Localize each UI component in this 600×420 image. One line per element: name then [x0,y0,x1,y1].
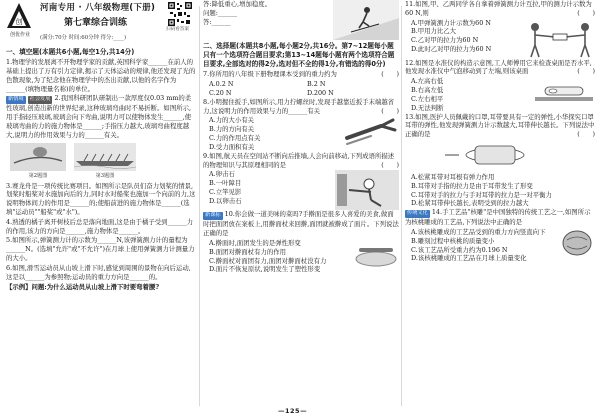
question-4: 4.熟透的橘子离开树枝后总是落向地面,这是由于橘子受到______力的作用,该力的方向是______,施力物体是______。 [6,217,194,235]
option[interactable]: C.20 N [209,88,232,97]
q6-continuation [203,0,399,40]
page-title: 河南专用 · 八年级物理(下册) [40,3,156,13]
svg-text:创: 创 [15,18,23,26]
option[interactable]: D.200 N [307,88,334,97]
figure-2 [10,143,66,181]
astronaut-image [335,170,399,210]
question-tag: 新课标 [205,212,221,219]
question-text: 2.我国科研团队研制出一款厚度仅0.03 mm的柔性玻璃,创造出新的世界纪录,这种玻璃弯曲时不易折断。如图所示,用手指轻压玻璃,玻璃会向下弯曲,说明力可以使物体发生______,使玻璃弯曲的力的施力物体是______;手指压力越大,玻璃弯曲程度越大,说明力的作用效果与力的______有关。 [6,94,192,139]
question-text: 12.如图是水准仪的构造示意图,工人师傅用它来检查桌面是否水平,他发现水准仪中气泡移动到了左端,则该桌面 [405,58,592,76]
exam-info: (满分:70分 时间:60分钟 得分:____) [40,35,127,41]
option[interactable]: C.擀面杖对面团有力,面团对擀面杖没有力 [209,256,327,265]
question-7: 7.你所用的八年级下册物理课本受到的重力约为 ( ) [203,70,399,79]
question-text: 9.如图,航天员在空间站不断向后推墙,人会向前移动,下列成语所描述的物理知识与其原理相同的是 [203,151,395,169]
option[interactable]: D.面片不恢复原状,说明发生了塑性形变 [209,265,321,274]
option[interactable]: A.力的大小有关 [209,116,254,125]
option[interactable]: D.此时乙对甲的拉力为60 N [411,45,492,54]
option[interactable]: B.一叶障目 [209,179,242,188]
question-2 [6,94,196,139]
question-14 [405,208,595,227]
option[interactable]: A.0.2 N [209,80,234,89]
option[interactable]: D.无法判断 [411,103,444,112]
question-text: 10.你会做一道美味的菜吗?手擀面是很多人喜爱的美食,做面时把面团放在案板上,用擀面杖来回擀,面团就被擀成了面片。下列说法正确的是 [203,210,399,238]
option[interactable]: B.耳带对手指的拉力是由于耳带发生了形变 [411,181,533,190]
logo-text: 创优作业 [9,32,30,38]
column-divider [199,6,200,406]
option[interactable]: C.耳带对手的拉力与手对耳带的拉力是一对平衡力 [411,190,552,199]
question-8: 8.小明握住扳手,如图所示,用力拧螺丝时,发现手越靠近扳手末端越省力,这说明力的作用效果与力的______有关 ( ) [203,97,399,115]
level-image [533,77,595,107]
q8-body [203,116,399,151]
q11-body [405,19,595,59]
wrench-image [341,116,399,150]
section-heading: 一、填空题(本题共6小题,每空1分,共14分) [6,48,135,56]
option[interactable]: C.左右相平 [411,94,444,103]
question-13: 13.如图,医护人员佩戴的口罩,耳带要具有一定的弹性,小华探究口罩耳带的弹性,他发现弹簧测力计示数越大,耳带伸长越长。下列说法中正确的是 ( ) [405,112,595,139]
option[interactable]: A.擀面时,面团发生的是弹性形变 [209,238,301,247]
option[interactable]: C.立竿见影 [209,188,242,197]
question-6-example: 【示例】问题:为什么运动员从山坡上滑下时要弯着腰? [6,282,160,291]
option[interactable]: B.右高左低 [411,86,444,95]
option[interactable]: A.左高右低 [411,77,444,86]
option[interactable]: B.力的方向有关 [209,125,255,134]
glass-bend-image [10,143,66,171]
qr-caption: 扫码看答案 [166,27,189,32]
section-heading: 二、选择题(本题共8小题,每小题2分,共16分。第7~12题每小题只有一个选项符合题目要求;第13~14题每小题有两个选项符合题目要求,全部选对的得2分,选对但不全的得1分,有错选的得0分) [203,42,395,69]
question-tag: 新情境 [8,96,24,103]
option[interactable]: D.以卵击石 [209,196,242,205]
carved-walnut-image [559,228,595,258]
question-9: 9.如图,航天员在空间站不断向后推墙,人会向前移动,下列成语所描述的物理知识与其原理相同的是 ( ) [203,151,399,169]
question-10 [203,210,399,237]
answer-line: 问题:______ [203,8,238,17]
column-left [6,0,196,420]
q14-body [405,228,595,263]
page-number: —125— [278,407,308,415]
option[interactable]: A.卵击石 [209,170,235,179]
question-5: 5.如图所示,弹簧测力计的示数为______N,该弹簧测力计的量程为______N。(选填"允许"或"不允许")在月球上使用弹簧测力计测量力的大小。 [6,236,195,263]
question-tag: 传统文化 [407,210,428,217]
header [6,0,196,46]
mask-image [445,140,545,170]
dragon-boat-image [74,143,136,171]
skier-image [333,0,399,40]
q12-body [405,77,595,112]
question-text: 14.手工艺品"核雕"是中国独特的传统工艺之一,如图所示为核桃雕成的工艺品,下列说法中正确的是 [405,208,591,227]
question-11: 11.如图,甲、乙两同学各自拿着弹簧测力计互拉,甲的测力计示数为60 N,则 ( ) [405,0,595,17]
q9-body [203,170,399,210]
figure-caption: 第3题图 [95,173,115,180]
figure-caption: 第2题图 [28,173,48,180]
option[interactable]: B.甲用力比乙大 [411,27,457,36]
question-text: 11.如图,甲、乙两同学各自拿着弹簧测力计互拉,甲的测力计示数为60 N,则 [405,0,592,17]
chapter-title: 第七章综合训练 [64,18,128,28]
option[interactable]: B.雕刻过程中核桃的质量变小 [411,236,495,245]
tug-of-war-image [525,19,595,59]
question-text: 7.你所用的八年级下册物理课本受到的重力约为 [203,70,337,79]
question-1: 1.物理学的发展离不开物理学家的贡献,英国科学家______在前人的基础上提出了万有引力定律,揭示了天体运动的规律,他还发现了光的色散现象,为了纪念他在物理学中的杰出贡献,以他的名字作为______(填物理量名称)的单位。 [6,58,196,93]
answer-line: 答:降低重心,增加稳度。 [203,0,272,8]
figure-row [10,143,196,181]
question-tag: 社会发展 [29,96,51,103]
column-right [405,0,595,420]
logo-icon [6,2,32,32]
answer-line: 答:______ [203,17,231,26]
question-text: 13.如图,医护人员佩戴的口罩,耳带要具有一定的弹性,小华探究口罩耳带的弹性,他发现弹簧测力计示数越大,耳带伸长越长。下列说法中正确的是 [405,112,595,139]
option[interactable]: A.甲弹簧测力计示数为60 N [411,18,491,27]
option[interactable]: C.乙对甲的拉力为60 N [411,36,479,45]
column-middle [203,0,399,420]
qr-code-icon[interactable] [168,2,192,26]
option[interactable]: D.该核桃雕成的工艺品在月球上质量变化 [411,254,527,263]
figure-3 [74,143,136,181]
option[interactable]: A.松紧耳带对耳根有弹力作用 [411,172,495,181]
option[interactable]: B.面团对擀面杖有力的作用 [209,247,287,256]
question-12: 12.如图是水准仪的构造示意图,工人师傅用它来检查桌面是否水平,他发现水准仪中气泡移动到了左端,则该桌面 ( ) [405,58,595,76]
option[interactable]: C.力的作用点有关 [209,134,261,143]
question-6: 6.如图,滑雪运动员从山坡上滑下时,感觉到周围的景物在向后运动,这是以______为参照物;运动员的重力方向是______的。 [6,263,191,281]
option[interactable]: A.该核桃雕成的工艺品受到的重力方向竖直向下 [411,227,546,236]
option[interactable]: B.2 N [307,80,326,89]
question-text: 8.小明握住扳手,如图所示,用力拧螺丝时,发现手越靠近扳手末端越省力,这说明力的作用效果与力的______有关 [203,97,395,115]
option[interactable]: D.松紧耳带伸长越长,表明受到的拉力越大 [411,199,529,208]
option[interactable]: D.受力面积有关 [209,142,255,151]
option[interactable]: C.该工艺品所受重力约为0.196 N [411,245,508,254]
q10-body [203,239,399,274]
column-divider [401,6,402,406]
dough-image [353,239,399,269]
question-3: 3.赛龙舟是一项传统比赛项目。如图所示是队员们奋力划桨的情景,划桨时船桨对水施加向后的力,同时水对船桨也施加一个向前的力,这说明物体间力的作用是______的;使船前进的施力物体是______(选填"运动员""船桨"或"水")。 [6,181,196,216]
options-q7 [203,80,399,98]
